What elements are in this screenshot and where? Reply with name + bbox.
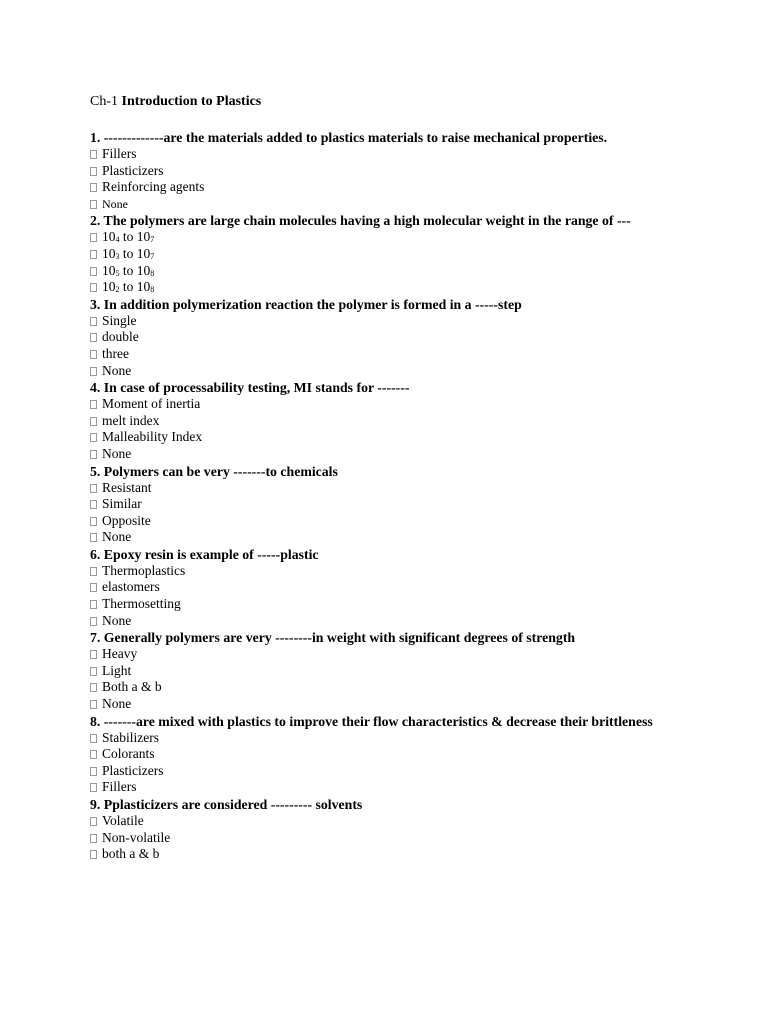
checkbox-icon[interactable]: [90, 533, 97, 542]
answer-option[interactable]: [90, 263, 690, 280]
answer-label: melt index: [102, 412, 160, 428]
exponent: 7: [150, 251, 155, 261]
answer-option[interactable]: [90, 746, 690, 763]
answer-option[interactable]: [90, 679, 690, 696]
exponent: 3: [115, 251, 120, 261]
answer-label: None: [102, 362, 132, 378]
checkbox-icon[interactable]: [90, 517, 97, 526]
answer-label-part: to: [119, 245, 137, 261]
answer-option[interactable]: [90, 179, 690, 196]
checkbox-icon[interactable]: [90, 734, 97, 743]
answer-option[interactable]: [90, 229, 690, 246]
answer-label-part: 10: [102, 279, 116, 295]
answer-option[interactable]: [90, 579, 690, 596]
answer-option[interactable]: [90, 496, 690, 513]
exponent: 2: [115, 285, 120, 295]
answer-label-part: to: [119, 279, 137, 295]
checkbox-icon[interactable]: [90, 850, 97, 859]
question-block: [90, 713, 690, 796]
question-text: 9. Pplasticizers are considered --------- solvents: [90, 797, 363, 812]
answer-label-part: to: [119, 229, 137, 245]
checkbox-icon[interactable]: [90, 834, 97, 843]
answer-option[interactable]: [90, 763, 690, 780]
checkbox-icon[interactable]: [90, 650, 97, 659]
answer-label-part: to: [119, 262, 137, 278]
answer-label: Fillers: [102, 146, 137, 161]
answer-option[interactable]: [90, 396, 690, 413]
checkbox-icon[interactable]: [90, 183, 97, 192]
answer-label-part: 10: [136, 262, 151, 278]
answer-option[interactable]: [90, 813, 690, 830]
checkbox-icon[interactable]: [90, 567, 97, 576]
answer-label: Both a & b: [102, 679, 162, 695]
question-block: [90, 379, 690, 462]
checkbox-icon[interactable]: [90, 333, 97, 342]
answer-label: None: [102, 196, 128, 211]
answer-option[interactable]: [90, 613, 690, 630]
chapter-title: [90, 93, 261, 111]
checkbox-icon[interactable]: [90, 617, 97, 626]
answer-label: three: [102, 345, 129, 361]
answer-label: Malleability Index: [102, 429, 203, 445]
checkbox-icon[interactable]: [90, 350, 97, 359]
answer-label: Heavy: [102, 646, 138, 662]
answer-label: Plasticizers: [102, 162, 164, 178]
answer-option[interactable]: [90, 596, 690, 613]
answer-label: double: [102, 329, 139, 345]
checkbox-icon[interactable]: [90, 600, 97, 609]
answer-label: None: [102, 529, 132, 545]
answer-option[interactable]: [90, 513, 690, 530]
question-text: 3. In addition polymerization reaction the polymer is formed in a -----step: [90, 296, 522, 312]
question-block: [90, 463, 690, 546]
checkbox-icon[interactable]: [90, 700, 97, 709]
answer-option[interactable]: [90, 446, 690, 463]
answer-option[interactable]: [90, 146, 690, 163]
question-block: [90, 129, 690, 212]
answer-label: Non-volatile: [102, 829, 171, 845]
question-text: 8. -------are mixed with plastics to improve their flow characteristics & decrease their brittleness: [90, 713, 653, 729]
answer-option[interactable]: [90, 429, 690, 446]
answer-option[interactable]: [90, 663, 690, 680]
checkbox-icon[interactable]: [90, 283, 97, 292]
answer-label: Thermosetting: [102, 596, 181, 612]
answer-option[interactable]: [90, 529, 690, 546]
exponent: 8: [150, 285, 155, 295]
answer-label-part: 10: [136, 229, 151, 245]
checkbox-icon[interactable]: [90, 150, 97, 159]
checkbox-icon[interactable]: [90, 433, 97, 442]
question-block: [90, 212, 690, 295]
answer-label: Colorants: [102, 746, 155, 762]
checkbox-icon[interactable]: [90, 267, 97, 276]
checkbox-icon[interactable]: [90, 783, 97, 792]
answer-label: Fillers: [102, 779, 137, 795]
answer-option[interactable]: [90, 830, 690, 847]
answer-option[interactable]: [90, 313, 690, 330]
question-block: [90, 546, 690, 629]
checkbox-icon[interactable]: [90, 367, 97, 376]
exponent: 5: [115, 268, 120, 278]
answer-label: Plasticizers: [102, 762, 164, 778]
answer-option[interactable]: [90, 279, 690, 296]
question-text: 2. The polymers are large chain molecules having a high molecular weight in the range of ---: [90, 213, 631, 229]
answer-option[interactable]: [90, 696, 690, 713]
answer-label-part: 10: [102, 262, 116, 278]
answer-option[interactable]: [90, 196, 690, 213]
answer-label: both a & b: [102, 846, 160, 862]
answer-label: None: [102, 445, 132, 461]
chapter-name: Introduction to Plastics: [121, 94, 262, 109]
question-text: 6. Epoxy resin is example of -----plastic: [90, 546, 319, 562]
checkbox-icon[interactable]: [90, 450, 97, 459]
answer-label: elastomers: [102, 579, 160, 595]
question-text: 5. Polymers can be very -------to chemicals: [90, 463, 338, 479]
question-list: [90, 129, 690, 863]
answer-label: Resistant: [102, 479, 152, 495]
exponent: 8: [150, 268, 155, 278]
checkbox-icon[interactable]: [90, 500, 97, 509]
answer-label-part: 10: [136, 245, 151, 261]
answer-label-part: 10: [136, 279, 151, 295]
checkbox-icon[interactable]: [90, 667, 97, 676]
checkbox-icon[interactable]: [90, 817, 97, 826]
question-text: 1. -------------are the materials added to plastics materials to raise mechanical properties.: [90, 130, 608, 145]
answer-label: Moment of inertia: [102, 396, 201, 412]
exponent: 4: [115, 235, 120, 245]
answer-option[interactable]: [90, 730, 690, 747]
question-block: [90, 296, 690, 379]
answer-option[interactable]: [90, 779, 690, 796]
answer-label: None: [102, 696, 132, 712]
checkbox-icon[interactable]: [90, 750, 97, 759]
answer-option[interactable]: [90, 246, 690, 263]
answer-option[interactable]: [90, 163, 690, 180]
answer-option[interactable]: [90, 329, 690, 346]
answer-option[interactable]: [90, 363, 690, 380]
answer-label: Volatile: [102, 813, 144, 828]
answer-label: Light: [102, 662, 132, 678]
answer-label: Opposite: [102, 512, 151, 528]
chapter-number: Ch-1: [90, 94, 118, 109]
answer-label: None: [102, 612, 132, 628]
answer-option[interactable]: [90, 846, 690, 863]
checkbox-icon[interactable]: [90, 400, 97, 409]
checkbox-icon[interactable]: [90, 200, 97, 209]
checkbox-icon[interactable]: [90, 767, 97, 776]
answer-label: Reinforcing agents: [102, 179, 205, 195]
exponent: 7: [150, 235, 155, 245]
checkbox-icon[interactable]: [90, 317, 97, 326]
checkbox-icon[interactable]: [90, 417, 97, 426]
answer-label: Similar: [102, 496, 142, 512]
checkbox-icon[interactable]: [90, 250, 97, 259]
answer-option[interactable]: [90, 563, 690, 580]
answer-label-part: 10: [102, 245, 116, 261]
answer-label: Single: [102, 312, 137, 328]
answer-label: Thermoplastics: [102, 562, 186, 578]
answer-label: Stabilizers: [102, 729, 159, 745]
answer-option[interactable]: [90, 346, 690, 363]
checkbox-icon[interactable]: [90, 583, 97, 592]
checkbox-icon[interactable]: [90, 233, 97, 242]
checkbox-icon[interactable]: [90, 683, 97, 692]
answer-label-part: 10: [102, 229, 116, 245]
question-text: 4. In case of processability testing, MI stands for -------: [90, 380, 410, 396]
question-block: [90, 796, 690, 863]
question-block: [90, 629, 690, 712]
question-text: 7. Generally polymers are very --------in weight with significant degrees of strength: [90, 630, 576, 646]
checkbox-icon[interactable]: [90, 484, 97, 493]
answer-option[interactable]: [90, 646, 690, 663]
answer-option[interactable]: [90, 480, 690, 497]
answer-option[interactable]: [90, 413, 690, 430]
checkbox-icon[interactable]: [90, 167, 97, 176]
